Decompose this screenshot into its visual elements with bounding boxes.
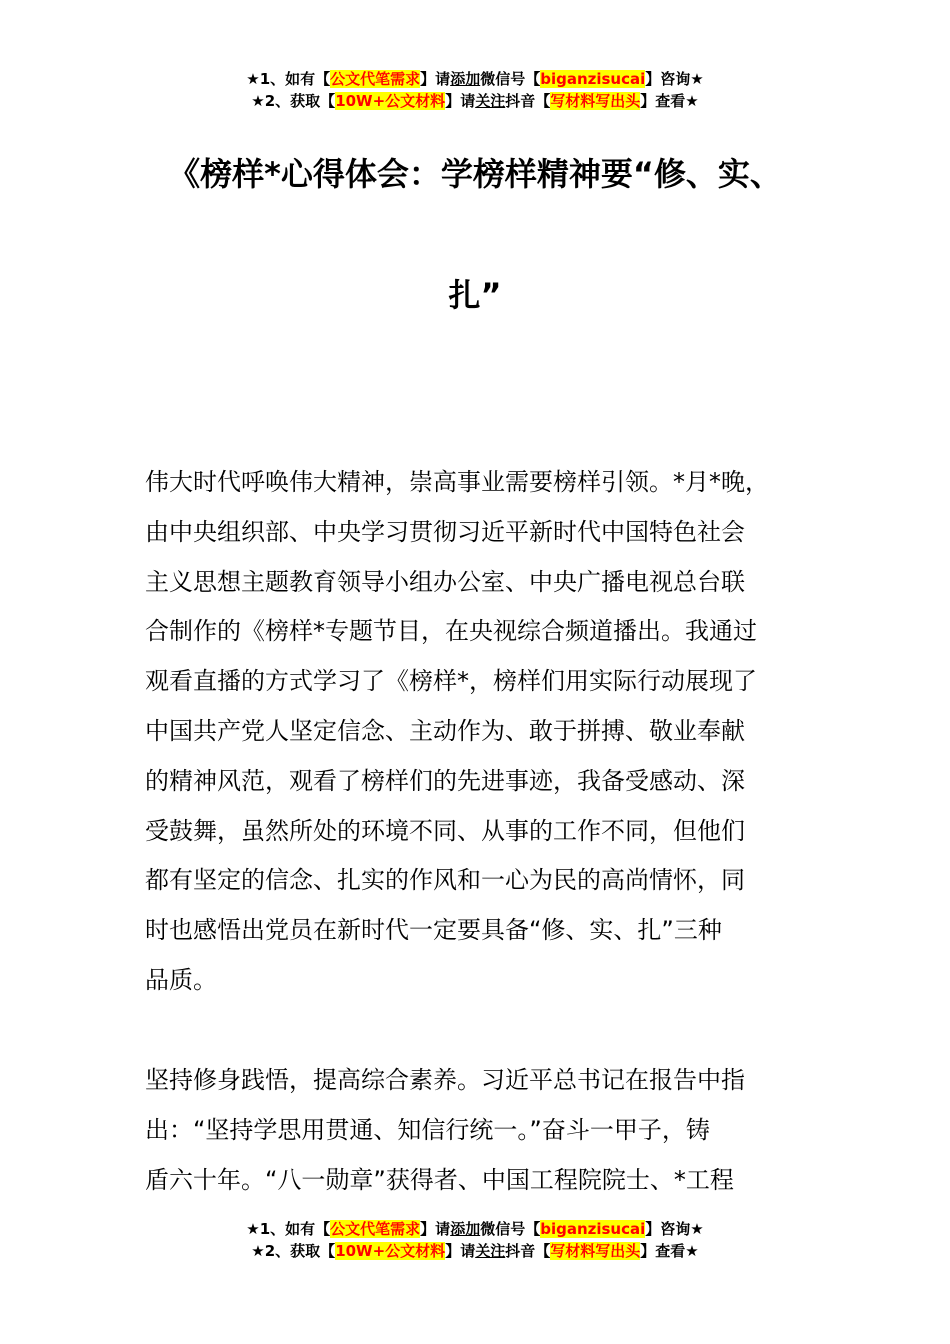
promo-text: 】请: [420, 1220, 451, 1238]
text-line: 受鼓舞，虽然所处的环境不同、从事的工作不同，但他们: [145, 816, 745, 845]
promo-text: 抖音【: [505, 92, 551, 110]
text-line: 中国共产党人坚定信念、主动作为、敢于拼搏、敬业奉献: [145, 716, 745, 745]
document-title-line-1: 《榜样*心得体会：学榜样精神要“修、实、: [168, 155, 782, 193]
promo-underlined: 添加: [450, 1220, 481, 1238]
promo-highlight: 写材料写出头: [550, 92, 641, 110]
text-line: 坚持修身践悟，提高综合素养。习近平总书记在报告中指: [145, 1066, 745, 1094]
promo-text: 】查看★: [640, 92, 699, 110]
header-promo-banner: [0, 68, 950, 112]
promo-line-1: [0, 68, 950, 90]
promo-highlight: 10W+公文材料: [335, 1242, 446, 1260]
promo-text: 】咨询★: [645, 70, 704, 88]
text-line: 观看直播的方式学习了《榜样*，榜样们用实际行动展现了: [145, 667, 757, 696]
promo-text: 】咨询★: [645, 1220, 704, 1238]
text-line: 的精神风范，观看了榜样们的先进事迹，我备受感动、深: [145, 766, 745, 795]
promo-highlight: biganzisucai: [540, 70, 646, 88]
promo-underlined: 添加: [450, 70, 481, 88]
text-line: 伟大时代呼唤伟大精神，崇高事业需要榜样引领。*月*晚，: [145, 468, 769, 496]
promo-underlined: 关注: [475, 1242, 506, 1260]
promo-text: ★2、获取【: [251, 1242, 336, 1260]
promo-text: ★1、如有【: [246, 70, 331, 88]
promo-line-1: [0, 1218, 950, 1240]
text-line: 由中央组织部、中央学习贯彻习近平新时代中国特色社会: [145, 517, 745, 546]
text-line: 品质。: [145, 965, 217, 994]
promo-highlight: 10W+公文材料: [335, 92, 446, 110]
promo-text: ★1、如有【: [246, 1220, 331, 1238]
promo-highlight: 写材料写出头: [550, 1242, 641, 1260]
promo-line-2: [0, 1240, 950, 1262]
document-title-line-2: 扎”: [448, 276, 502, 314]
text-line: 时也感悟出党员在新时代一定要具备“修、实、扎”三种: [145, 916, 722, 945]
text-line: 盾六十年。“八一勋章”获得者、中国工程院院士、*工程: [145, 1165, 734, 1194]
promo-text: 】请: [445, 92, 476, 110]
promo-text: 微信号【: [480, 70, 541, 88]
promo-text: 】请: [445, 1242, 476, 1260]
footer-promo-banner: [0, 1218, 950, 1262]
promo-highlight: 公文代笔需求: [330, 1220, 421, 1238]
promo-underlined: 关注: [475, 92, 506, 110]
text-line: 合制作的《榜样*专题节目，在央视综合频道播出。我通过: [145, 617, 757, 646]
promo-text: ★2、获取【: [251, 92, 336, 110]
promo-text: 】请: [420, 70, 451, 88]
promo-text: 】查看★: [640, 1242, 699, 1260]
body-paragraph-2: [145, 1056, 835, 1205]
body-paragraph-1: [145, 458, 835, 1006]
promo-text: 微信号【: [480, 1220, 541, 1238]
promo-text: 抖音【: [505, 1242, 551, 1260]
promo-line-2: [0, 90, 950, 112]
promo-highlight: 公文代笔需求: [330, 70, 421, 88]
text-line: 都有坚定的信念、扎实的作风和一心为民的高尚情怀，同: [145, 866, 745, 895]
text-line: 主义思想主题教育领导小组办公室、中央广播电视总台联: [145, 567, 745, 596]
text-line: 出：“坚持学思用贯通、知信行统一。”奋斗一甲子，铸: [145, 1115, 710, 1144]
promo-highlight: biganzisucai: [540, 1220, 646, 1238]
